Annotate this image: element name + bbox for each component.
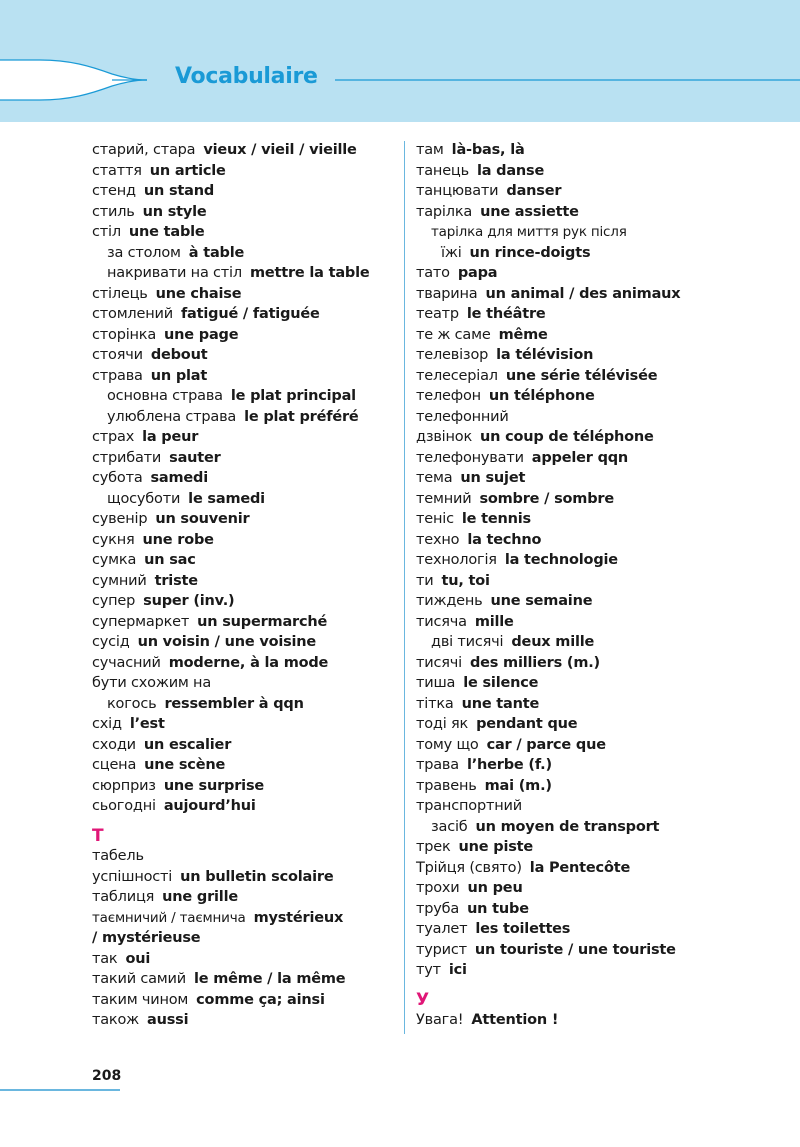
french-translation: la télévision bbox=[496, 347, 594, 363]
vocab-entry bbox=[416, 899, 796, 920]
ukrainian-term: сумний bbox=[92, 572, 147, 589]
vocab-entry bbox=[416, 591, 796, 612]
ukrainian-term: те ж саме bbox=[416, 326, 491, 343]
vocab-entry bbox=[416, 858, 796, 879]
ukrainian-term: сюрприз bbox=[92, 777, 156, 794]
vocab-entry bbox=[92, 243, 397, 264]
vocab-entry bbox=[92, 990, 397, 1011]
vocab-entry bbox=[416, 448, 796, 469]
ukrainian-term: такий самий bbox=[92, 971, 186, 987]
french-translation: l’est bbox=[129, 716, 165, 732]
french-translation: un escalier bbox=[143, 736, 232, 753]
page-number: 208 bbox=[92, 1068, 122, 1084]
french-translation: deux mille bbox=[511, 634, 595, 650]
french-translation: ici bbox=[448, 962, 467, 978]
vocab-entry bbox=[92, 222, 397, 243]
french-translation: la techno bbox=[467, 531, 542, 548]
vocab-entry bbox=[416, 673, 796, 694]
french-translation: une surprise bbox=[163, 777, 265, 794]
ukrainian-term: Увага! bbox=[416, 1012, 464, 1028]
french-translation: un peu bbox=[467, 880, 523, 896]
french-translation: une table bbox=[128, 224, 205, 240]
vocab-entry bbox=[416, 304, 796, 325]
ukrainian-term: телефонувати bbox=[416, 449, 524, 466]
french-translation: un sac bbox=[144, 552, 196, 568]
vocab-entry bbox=[92, 284, 397, 305]
vocab-entry bbox=[416, 632, 796, 653]
page-number-rule bbox=[0, 1089, 120, 1091]
vocab-entry bbox=[416, 140, 796, 161]
vocab-entry bbox=[92, 755, 397, 776]
vocab-entry bbox=[92, 908, 397, 929]
ukrainian-term: теніс bbox=[416, 511, 454, 527]
vocab-entry bbox=[92, 928, 397, 949]
ukrainian-term: телесеріал bbox=[416, 367, 498, 384]
ukrainian-term: тарілка для миття рук після bbox=[431, 224, 627, 240]
ukrainian-term: тато bbox=[416, 265, 450, 281]
ukrainian-term: тарілка bbox=[416, 203, 473, 220]
vocab-entry bbox=[416, 181, 796, 202]
vocab-entry bbox=[416, 714, 796, 735]
french-translation: aujourd’hui bbox=[163, 798, 256, 814]
ukrainian-term: бути схожим на bbox=[92, 675, 212, 691]
vocab-entry bbox=[92, 263, 397, 284]
french-translation: un style bbox=[142, 203, 207, 220]
ukrainian-term: так bbox=[92, 950, 118, 967]
ukrainian-term: транспортний bbox=[416, 798, 522, 814]
french-translation: une semaine bbox=[490, 593, 593, 609]
ukrainian-term: труба bbox=[416, 900, 460, 917]
ukrainian-term: тітка bbox=[416, 695, 454, 712]
french-translation: ressembler à qqn bbox=[164, 695, 304, 712]
vocab-entry bbox=[416, 530, 796, 551]
vocab-entry bbox=[416, 735, 796, 756]
vocab-entry bbox=[92, 325, 397, 346]
ukrainian-term: Трійця (свято) bbox=[416, 859, 522, 876]
french-translation: pendant que bbox=[476, 716, 578, 732]
vocab-entry bbox=[416, 653, 796, 674]
vocab-entry bbox=[416, 284, 796, 305]
ukrainian-term: тиша bbox=[416, 675, 456, 691]
ukrainian-term: стомлений bbox=[92, 306, 173, 322]
vocab-entry bbox=[416, 489, 796, 510]
vocab-entry bbox=[416, 161, 796, 182]
ukrainian-term: телефон bbox=[416, 388, 481, 404]
french-translation: un moyen de transport bbox=[475, 818, 660, 835]
vocab-entry bbox=[416, 509, 796, 530]
vocab-entry bbox=[416, 263, 796, 284]
french-translation: un rince-doigts bbox=[469, 244, 591, 261]
french-translation: une scène bbox=[144, 757, 226, 773]
ukrainian-term: танець bbox=[416, 162, 469, 179]
vocab-entry bbox=[416, 243, 796, 264]
french-translation: un animal / des animaux bbox=[485, 285, 681, 302]
vocab-entry bbox=[416, 940, 796, 961]
french-translation: un supermarché bbox=[197, 613, 328, 630]
vocab-entry bbox=[416, 796, 796, 817]
french-translation: une piste bbox=[458, 839, 534, 855]
french-translation: à table bbox=[188, 244, 245, 261]
vocab-entry bbox=[92, 776, 397, 797]
ukrainian-term: стенд bbox=[92, 183, 136, 199]
french-translation: Attention ! bbox=[471, 1012, 559, 1028]
french-translation: un touriste / une touriste bbox=[474, 941, 676, 958]
french-translation: la technologie bbox=[504, 552, 618, 568]
vocab-entry bbox=[92, 867, 397, 888]
letter-heading: Т bbox=[92, 825, 104, 846]
ukrainian-term: тоді як bbox=[416, 716, 469, 732]
ukrainian-term: таблиця bbox=[92, 889, 155, 905]
ukrainian-term: стілець bbox=[92, 285, 148, 302]
ukrainian-term: стрибати bbox=[92, 449, 162, 466]
vocab-entry bbox=[92, 612, 397, 633]
ukrainian-term: тисячі bbox=[416, 654, 462, 671]
ukrainian-term: сумка bbox=[92, 552, 137, 568]
vocab-column-right bbox=[416, 140, 796, 1031]
ukrainian-term: технологія bbox=[416, 552, 497, 568]
french-translation: car / parce que bbox=[486, 736, 606, 753]
ukrainian-term: таємничий / таємнича bbox=[92, 909, 246, 926]
french-translation: le théâtre bbox=[466, 306, 546, 322]
vocab-entry bbox=[92, 366, 397, 387]
french-translation: comme ça; ainsi bbox=[196, 991, 325, 1008]
french-translation: l’herbe (f.) bbox=[466, 757, 552, 773]
french-translation: mettre la table bbox=[249, 265, 370, 281]
vocab-entry bbox=[92, 530, 397, 551]
vocab-entry bbox=[416, 222, 796, 243]
letter-heading: У bbox=[416, 989, 430, 1010]
french-translation: super (inv.) bbox=[143, 593, 235, 609]
ukrainian-term: сцена bbox=[92, 757, 137, 773]
french-translation: la peur bbox=[142, 429, 199, 445]
vocab-entry bbox=[92, 796, 397, 817]
ukrainian-term: сувенір bbox=[92, 511, 148, 527]
french-translation: là-bas, là bbox=[451, 142, 525, 158]
ukrainian-term: страва bbox=[92, 367, 143, 384]
vocab-entry bbox=[92, 202, 397, 223]
ukrainian-term: супер bbox=[92, 593, 136, 609]
french-translation: tu, toi bbox=[441, 572, 490, 589]
ukrainian-term: щосуботи bbox=[107, 490, 181, 507]
ukrainian-term: супермаркет bbox=[92, 613, 190, 630]
ukrainian-term: стіл bbox=[92, 224, 121, 240]
vocab-entry bbox=[92, 1010, 397, 1031]
ukrainian-term: туалет bbox=[416, 921, 468, 937]
ukrainian-term: сусід bbox=[92, 634, 130, 650]
french-translation: vieux / vieil / vieille bbox=[203, 142, 357, 158]
column-divider bbox=[404, 141, 405, 1034]
french-translation: le plat préféré bbox=[244, 408, 359, 425]
french-translation: mai (m.) bbox=[484, 777, 552, 794]
ukrainian-term: успішності bbox=[92, 868, 173, 885]
ukrainian-term: сходи bbox=[92, 736, 136, 753]
vocab-entry bbox=[416, 919, 796, 940]
french-translation: une robe bbox=[142, 531, 214, 548]
vocab-entry bbox=[416, 386, 796, 407]
ukrainian-term: когось bbox=[107, 695, 157, 712]
vocab-entry bbox=[416, 694, 796, 715]
vocab-entry bbox=[92, 140, 397, 161]
ukrainian-term: засіб bbox=[431, 818, 468, 835]
vocab-entry bbox=[416, 468, 796, 489]
vocab-entry bbox=[92, 304, 397, 325]
vocab-entry bbox=[92, 591, 397, 612]
vocab-entry bbox=[416, 427, 796, 448]
french-translation: mille bbox=[474, 613, 514, 630]
ukrainian-term: танцювати bbox=[416, 183, 499, 199]
french-translation: sauter bbox=[169, 449, 221, 466]
french-translation: un sujet bbox=[460, 470, 526, 486]
ukrainian-term: стаття bbox=[92, 162, 142, 179]
vocab-entry bbox=[416, 755, 796, 776]
vocab-entry bbox=[416, 202, 796, 223]
vocab-entry bbox=[416, 407, 796, 428]
vocab-entry bbox=[92, 673, 397, 694]
ukrainian-term: там bbox=[416, 142, 444, 158]
french-translation: la danse bbox=[476, 162, 545, 179]
french-translation: le samedi bbox=[188, 490, 265, 507]
ukrainian-term: табель bbox=[92, 848, 144, 864]
vocab-entry bbox=[92, 468, 397, 489]
ukrainian-term: трохи bbox=[416, 880, 460, 896]
ukrainian-term: стоячи bbox=[92, 347, 143, 363]
header-decoration bbox=[0, 0, 800, 122]
vocab-entry bbox=[416, 1010, 796, 1031]
french-translation: une grille bbox=[162, 889, 238, 905]
ukrainian-term: тема bbox=[416, 470, 453, 486]
french-translation: le tennis bbox=[461, 511, 531, 527]
vocab-entry bbox=[416, 776, 796, 797]
vocab-entry bbox=[92, 181, 397, 202]
vocab-entry bbox=[92, 653, 397, 674]
ukrainian-term: також bbox=[92, 1012, 140, 1028]
french-translation: le silence bbox=[463, 675, 539, 691]
vocab-entry bbox=[92, 846, 397, 867]
french-translation: sombre / sombre bbox=[479, 490, 614, 507]
french-translation: une assiette bbox=[480, 203, 579, 220]
ukrainian-term: телевізор bbox=[416, 347, 489, 363]
ukrainian-term: схід bbox=[92, 716, 122, 732]
vocab-entry bbox=[92, 407, 397, 428]
ukrainian-term: сьогодні bbox=[92, 798, 156, 814]
vocab-entry bbox=[92, 714, 397, 735]
french-translation: oui bbox=[125, 950, 151, 967]
french-translation: une page bbox=[164, 326, 239, 343]
vocab-entry bbox=[92, 161, 397, 182]
ukrainian-term: темний bbox=[416, 490, 472, 507]
ukrainian-term: театр bbox=[416, 306, 459, 322]
french-translation: / mystérieuse bbox=[92, 930, 201, 946]
ukrainian-term: телефонний bbox=[416, 408, 509, 425]
french-translation: un plat bbox=[150, 367, 208, 384]
ukrainian-term: сукня bbox=[92, 531, 135, 548]
french-translation: fatigué / fatiguée bbox=[180, 306, 320, 322]
ukrainian-term: тому що bbox=[416, 736, 479, 753]
french-translation: moderne, à la mode bbox=[168, 654, 329, 671]
vocab-entry bbox=[416, 960, 796, 981]
ukrainian-term: основна страва bbox=[107, 388, 223, 404]
french-translation: un coup de téléphone bbox=[480, 429, 654, 445]
ukrainian-term: дзвінок bbox=[416, 429, 473, 445]
ukrainian-term: техно bbox=[416, 531, 460, 548]
vocab-entry bbox=[92, 550, 397, 571]
ukrainian-term: ти bbox=[416, 572, 434, 589]
french-translation: triste bbox=[154, 572, 198, 589]
french-translation: un souvenir bbox=[155, 511, 250, 527]
ukrainian-term: їжі bbox=[441, 244, 462, 261]
french-translation: une tante bbox=[461, 695, 540, 712]
french-translation: la Pentecôte bbox=[529, 859, 631, 876]
vocab-entry bbox=[416, 571, 796, 592]
ukrainian-term: таким чином bbox=[92, 991, 189, 1008]
ukrainian-term: накривати на стіл bbox=[107, 265, 242, 281]
ukrainian-term: сучасний bbox=[92, 654, 161, 671]
french-translation: un tube bbox=[467, 900, 529, 917]
french-translation: appeler qqn bbox=[531, 449, 629, 466]
vocab-entry bbox=[416, 345, 796, 366]
ukrainian-term: трава bbox=[416, 757, 459, 773]
ukrainian-term: турист bbox=[416, 941, 467, 958]
vocab-entry bbox=[416, 817, 796, 838]
vocab-entry bbox=[92, 489, 397, 510]
vocab-entry bbox=[92, 386, 397, 407]
french-translation: des milliers (m.) bbox=[469, 654, 600, 671]
ukrainian-term: сторінка bbox=[92, 326, 157, 343]
ukrainian-term: тисяча bbox=[416, 613, 467, 630]
french-translation: un bulletin scolaire bbox=[180, 868, 334, 885]
french-translation: danser bbox=[506, 183, 562, 199]
vocab-entry bbox=[416, 612, 796, 633]
vocab-entry bbox=[92, 571, 397, 592]
french-translation: un voisin / une voisine bbox=[137, 634, 317, 650]
page-title: Vocabulaire bbox=[175, 64, 318, 89]
french-translation: les toilettes bbox=[475, 921, 571, 937]
vocab-entry bbox=[92, 632, 397, 653]
vocab-entry bbox=[92, 345, 397, 366]
ukrainian-term: стиль bbox=[92, 203, 135, 220]
french-translation: le plat principal bbox=[230, 388, 356, 404]
vocab-entry bbox=[92, 887, 397, 908]
ukrainian-term: тут bbox=[416, 962, 441, 978]
french-translation: un article bbox=[149, 162, 226, 179]
french-translation: samedi bbox=[150, 470, 209, 486]
ukrainian-term: трек bbox=[416, 839, 451, 855]
french-translation: un stand bbox=[143, 183, 215, 199]
vocab-entry bbox=[416, 325, 796, 346]
french-translation: aussi bbox=[147, 1012, 189, 1028]
ukrainian-term: тварина bbox=[416, 285, 478, 302]
vocab-column-left bbox=[92, 140, 397, 1031]
french-translation: papa bbox=[457, 265, 498, 281]
ukrainian-term: дві тисячі bbox=[431, 634, 504, 650]
french-translation: une chaise bbox=[155, 285, 242, 302]
vocab-entry bbox=[92, 509, 397, 530]
ukrainian-term: субота bbox=[92, 470, 143, 486]
vocab-entry bbox=[92, 448, 397, 469]
french-translation: mystérieux bbox=[253, 909, 344, 926]
french-translation: debout bbox=[150, 347, 208, 363]
ukrainian-term: травень bbox=[416, 777, 477, 794]
vocab-entry bbox=[416, 837, 796, 858]
ukrainian-term: за столом bbox=[107, 244, 181, 261]
ukrainian-term: улюблена страва bbox=[107, 408, 237, 425]
french-translation: le même / la même bbox=[194, 971, 346, 987]
french-translation: une série télévisée bbox=[505, 367, 658, 384]
vocab-entry bbox=[92, 735, 397, 756]
french-translation: même bbox=[498, 326, 548, 343]
vocab-entry bbox=[92, 694, 397, 715]
ukrainian-term: старий, стара bbox=[92, 142, 196, 158]
vocab-entry bbox=[92, 969, 397, 990]
ukrainian-term: тиждень bbox=[416, 593, 483, 609]
french-translation: un téléphone bbox=[488, 388, 595, 404]
ukrainian-term: страх bbox=[92, 429, 135, 445]
vocab-entry bbox=[92, 949, 397, 970]
vocab-entry bbox=[416, 550, 796, 571]
vocab-entry bbox=[416, 366, 796, 387]
vocab-entry bbox=[92, 427, 397, 448]
vocab-entry bbox=[416, 878, 796, 899]
